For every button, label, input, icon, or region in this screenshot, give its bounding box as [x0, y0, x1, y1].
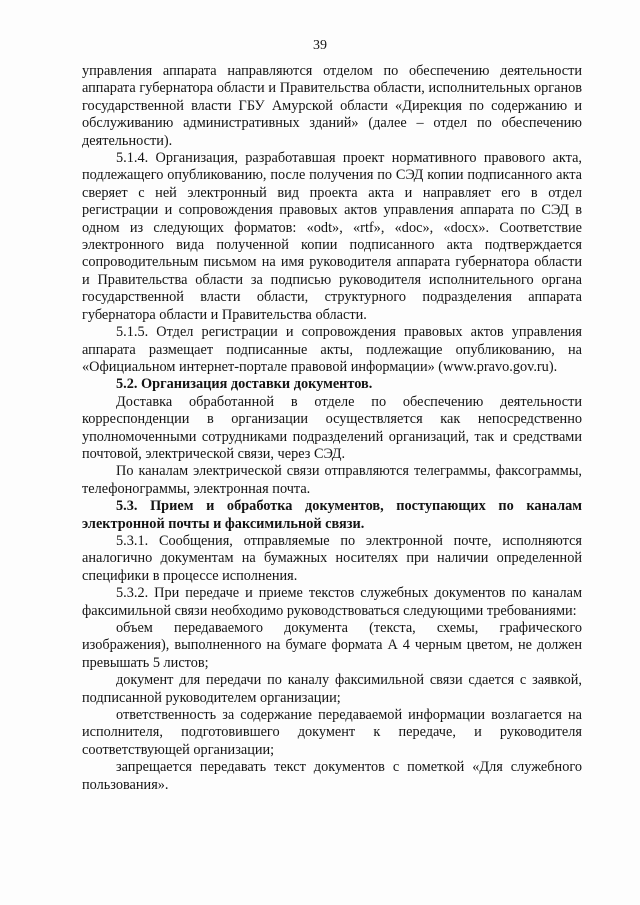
- section-heading: 5.2. Организация доставки документов.: [116, 376, 373, 393]
- document-body: [82, 63, 582, 794]
- list-item: объем передаваемого документа (текста, схемы, графического изображения), выполненного на бумаге формата А 4 черным цветом, не должен превышать 5 листов;: [82, 620, 582, 671]
- paragraph: Доставка обработанной в отделе по обеспечению деятельности корреспонденции в организации осуществляется как непосредственно уполномоченными сотрудниками подразделений организаций, так и средствами почтовой, электрической связи, через СЭД.: [82, 393, 582, 462]
- list-item: запрещается передавать текст документов с пометкой «Для служебного пользования».: [82, 759, 582, 793]
- list-item: ответственность за содержание передаваемой информации возлагается на исполнителя, подготовившего документ к передаче, и руководителя соответствующей организации;: [82, 707, 582, 758]
- paragraph: По каналам электрической связи отправляются телеграммы, факсограммы, телефонограммы, электронная почта.: [82, 463, 582, 497]
- paragraph: 5.3.2. При передаче и приеме текстов служебных документов по каналам факсимильной связи необходимо руководствоваться следующими требованиями:: [82, 585, 582, 619]
- paragraph: управления аппарата направляются отделом по обеспечению деятельности аппарата губернатора области и Правительства области, исполнительных органов государственной власти ГБУ Амурской области «Дирекция по содержанию и обслуживанию административных зданий» (далее – отдел по обеспечению деятельности).: [82, 63, 582, 149]
- paragraph: 5.3.1. Сообщения, отправляемые по электронной почте, исполняются аналогично документам на бумажных носителях при наличии определенной специфики в процессе исполнения.: [82, 532, 582, 584]
- list-item: документ для передачи по каналу факсимильной связи сдается с заявкой, подписанной руководителем организации;: [82, 672, 582, 706]
- page-number: 39: [313, 38, 327, 53]
- section-heading: 5.3. Прием и обработка документов, поступающих по каналам электронной почты и факсимильной связи.: [82, 498, 582, 532]
- paragraph: 5.1.4. Организация, разработавшая проект нормативного правового акта, подлежащего опубликованию, после получения по СЭД копии подписанного акта сверяет с ней электронный вид проекта акта и направляет его в отдел регистрации и сопровождения правовых актов управления аппарата по СЭД в одном из следующих форматов: «odt», «rtf», «doc», «docx». Соответствие электронного вида полученной копии подписанного акта подтверждается сопроводительным письмом на имя руководителя аппарата губернатора области и Правительства области за подписью руководителя исполнительного органа государственной власти области, структурного подразделения аппарата губернатора области и Правительства области.: [82, 150, 582, 323]
- paragraph: 5.1.5. Отдел регистрации и сопровождения правовых актов управления аппарата размещает подписанные акты, подлежащие опубликованию, на «Официальном интернет-портале правовой информации» (www.pravo.gov.ru).: [82, 324, 582, 375]
